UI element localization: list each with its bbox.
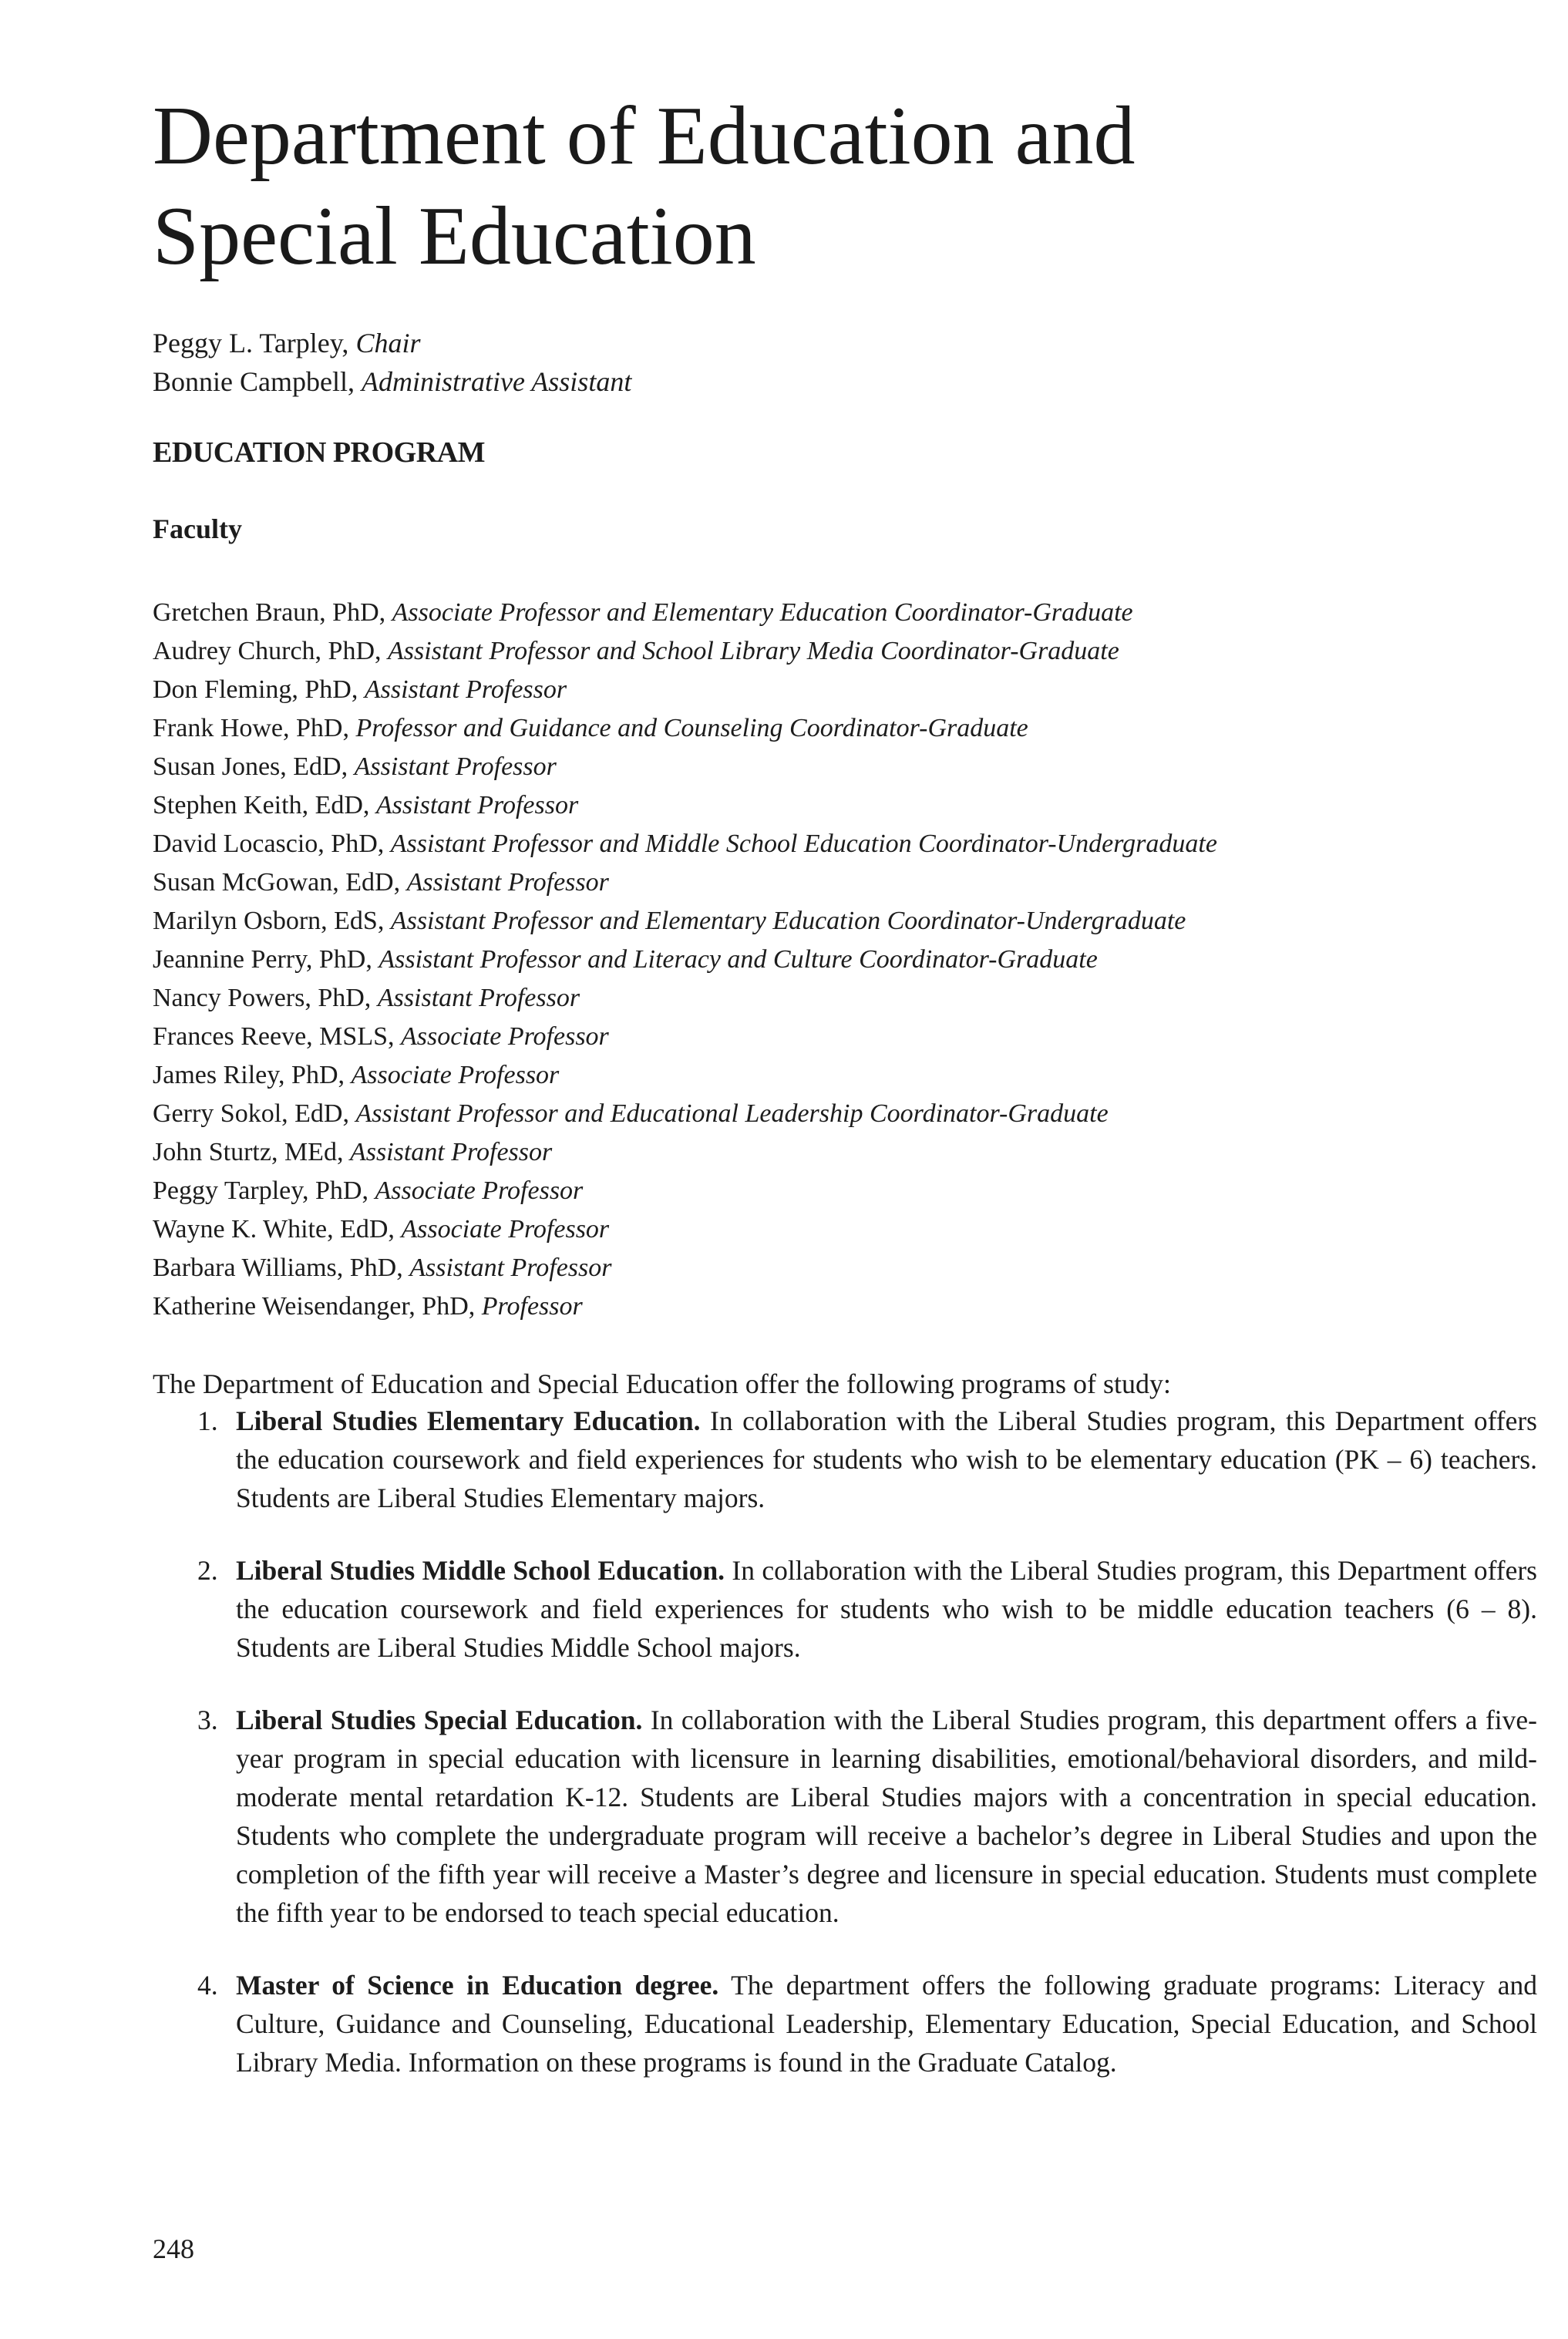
faculty-role: Assistant Professor and Elementary Education Coordinator-Undergraduate xyxy=(390,907,1186,935)
faculty-name: Susan McGowan, EdD, xyxy=(153,868,407,897)
faculty-entry xyxy=(153,941,1217,979)
faculty-role: Associate Professor xyxy=(351,1061,560,1089)
faculty-role: Assistant Professor xyxy=(364,675,567,704)
faculty-name: John Sturtz, MEd, xyxy=(153,1138,350,1166)
faculty-name: Wayne K. White, EdD, xyxy=(153,1215,402,1244)
faculty-name: James Riley, PhD, xyxy=(153,1061,352,1089)
faculty-entry xyxy=(153,1210,1217,1249)
faculty-entry xyxy=(153,1287,1217,1326)
faculty-name: Don Fleming, PhD, xyxy=(153,675,365,704)
staff-role: Chair xyxy=(355,328,421,358)
faculty-role: Assistant Professor xyxy=(375,791,579,819)
program-description: In collaboration with the Liberal Studies program, this department offers a five-year program in special education with licensure in learning disabilities, emotional/behavioral disorders, and mild-moderate mental retardation K-12. Students are Liberal Studies majors with a concentration in special education. Students who complete the undergraduate program will receive a bachelor’s degree in Liberal Studies and upon the completion of the fifth year will receive a Master’s degree and licensure in special education. Students must complete the fifth year to be endorsed to teach special education. xyxy=(236,1705,1537,1928)
faculty-name: Marilyn Osborn, EdS, xyxy=(153,907,391,935)
program-heading: EDUCATION PROGRAM xyxy=(153,436,485,469)
faculty-role: Assistant Professor xyxy=(349,1138,553,1166)
faculty-entry xyxy=(153,786,1217,825)
faculty-role: Associate Professor and Elementary Education Coordinator-Graduate xyxy=(392,598,1133,627)
program-description: The department offers the following graduate programs: Literacy and Culture, Guidance and Counseling, Educational Leadership, Elementary Education, Special Education, and School Library Media. Information on these programs is found in the Graduate Catalog. xyxy=(236,1970,1537,2078)
faculty-name: Susan Jones, EdD, xyxy=(153,752,355,781)
faculty-entry xyxy=(153,1133,1217,1172)
faculty-entry xyxy=(153,671,1217,709)
faculty-entry xyxy=(153,594,1217,632)
faculty-entry xyxy=(153,1249,1217,1287)
faculty-name: Stephen Keith, EdD, xyxy=(153,791,376,819)
faculty-name: Jeannine Perry, PhD, xyxy=(153,945,379,974)
faculty-entry xyxy=(153,825,1217,863)
faculty-name: Katherine Weisendanger, PhD, xyxy=(153,1292,482,1321)
staff-name: Bonnie Campbell, xyxy=(153,366,362,397)
staff-role: Administrative Assistant xyxy=(361,366,632,397)
faculty-name: Frances Reeve, MSLS, xyxy=(153,1022,402,1051)
faculty-name: Audrey Church, PhD, xyxy=(153,637,389,665)
faculty-list xyxy=(153,594,1217,1326)
faculty-entry xyxy=(153,709,1217,748)
faculty-entry xyxy=(153,1018,1217,1056)
faculty-name: David Locascio, PhD, xyxy=(153,830,391,858)
page-title-line-1: Department of Education and xyxy=(153,90,1136,182)
page-title xyxy=(153,86,1136,287)
faculty-entry xyxy=(153,979,1217,1018)
faculty-heading: Faculty xyxy=(153,513,242,544)
faculty-name: Peggy Tarpley, PhD, xyxy=(153,1176,375,1205)
faculty-name: Barbara Williams, PhD, xyxy=(153,1254,410,1282)
program-item xyxy=(153,1551,1537,1667)
programs-intro: The Department of Education and Special Education offer the following programs of study: xyxy=(153,1368,1171,1399)
program-number: 3. xyxy=(197,1705,218,1735)
program-name: Liberal Studies Middle School Education. xyxy=(236,1555,725,1586)
faculty-name: Nancy Powers, PhD, xyxy=(153,984,378,1012)
program-number: 4. xyxy=(197,1970,218,2001)
faculty-role: Professor xyxy=(481,1292,583,1321)
faculty-name: Gretchen Braun, PhD, xyxy=(153,598,392,627)
faculty-entry xyxy=(153,863,1217,902)
program-item xyxy=(153,1966,1537,2082)
program-item xyxy=(153,1701,1537,1932)
faculty-role: Assistant Professor and Educational Leadership Coordinator-Graduate xyxy=(355,1099,1109,1128)
faculty-role: Assistant Professor xyxy=(377,984,580,1012)
faculty-role: Assistant Professor and School Library Media Coordinator-Graduate xyxy=(388,637,1119,665)
faculty-entry xyxy=(153,1095,1217,1133)
faculty-role: Associate Professor xyxy=(401,1022,609,1051)
faculty-name: Gerry Sokol, EdD, xyxy=(153,1099,356,1128)
program-number: 2. xyxy=(197,1555,218,1586)
faculty-role: Assistant Professor xyxy=(406,868,609,897)
programs-list xyxy=(153,1402,1537,2115)
department-staff xyxy=(153,324,631,401)
faculty-entry xyxy=(153,1172,1217,1210)
program-number: 1. xyxy=(197,1405,218,1436)
program-name: Liberal Studies Special Education. xyxy=(236,1705,643,1735)
faculty-entry xyxy=(153,748,1217,786)
program-description: In collaboration with the Liberal Studies program, this Department offers the education coursework and field experiences for students who wish to be elementary education (PK – 6) teachers. Students are Liberal Studies Elementary majors. xyxy=(236,1405,1537,1513)
faculty-entry xyxy=(153,902,1217,941)
faculty-role: Assistant Professor and Middle School Education Coordinator-Undergraduate xyxy=(390,830,1217,858)
faculty-role: Assistant Professor and Literacy and Culture Coordinator-Graduate xyxy=(379,945,1098,974)
faculty-role: Associate Professor xyxy=(401,1215,610,1244)
program-item xyxy=(153,1402,1537,1517)
staff-name: Peggy L. Tarpley, xyxy=(153,328,356,358)
faculty-role: Associate Professor xyxy=(375,1176,584,1205)
program-name: Liberal Studies Elementary Education. xyxy=(236,1405,701,1436)
faculty-entry xyxy=(153,1056,1217,1095)
faculty-role: Professor and Guidance and Counseling Coordinator-Graduate xyxy=(355,714,1028,742)
page-number: 248 xyxy=(153,2233,194,2264)
program-name: Master of Science in Education degree. xyxy=(236,1970,719,2001)
faculty-role: Assistant Professor xyxy=(409,1254,612,1282)
faculty-entry xyxy=(153,632,1217,671)
faculty-role: Assistant Professor xyxy=(354,752,557,781)
faculty-name: Frank Howe, PhD, xyxy=(153,714,356,742)
page-title-line-2: Special Education xyxy=(153,190,756,282)
staff-entry xyxy=(153,362,631,401)
program-description: In collaboration with the Liberal Studies program, this Department offers the education coursework and field experiences for students who wish to be middle education teachers (6 – 8). Students are Liberal Studies Middle School majors. xyxy=(236,1555,1537,1663)
staff-entry xyxy=(153,324,631,362)
